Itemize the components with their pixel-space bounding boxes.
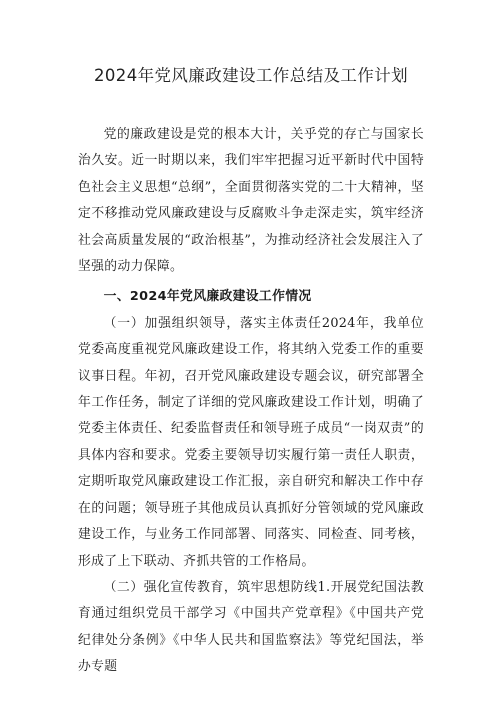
intro-paragraph: 党的廉政建设是党的根本大计，关乎党的存亡与国家长治久安。近一时期以来，我们牢牢把握习近平新时代中国特色社会主义思想“总纲”，全面贯彻落实党的二十大精神，坚定不移推动党风廉政建设与反腐败斗争走深走实，筑牢经济社会高质量发展的“政治根基”，为推动经济社会发展注入了坚强的动力保障。 bbox=[78, 127, 424, 275]
paragraph-organization-leadership: （一）加强组织领导，落实主体责任2024年，我单位党委高度重视党风廉政建设工作，将其纳入党委工作的重要议事日程。年初，召开党风廉政建设专题会议，研究部署全年工作任务，制定了详细的党风廉政建设工作计划，明确了党委主体责任、纪委监督责任和领导班子成员“一岗双责”的具体内容和要求。党委主要领导切实履行第一责任人职责，定期听取党风廉政建设工作汇报，亲自研究和解决工作中存在的问题；领导班子其他成员认真抓好分管领域的党风廉政建设工作，与业务工作同部署、同落实、同检查、同考核，形成了上下联动、齐抓共管的工作格局。 bbox=[78, 315, 424, 569]
document-title: 2024年党风廉政建设工作总结及工作计划 bbox=[94, 66, 408, 85]
section-heading-1: 一、2024年党风廉政建设工作情况 bbox=[103, 289, 312, 305]
document-body bbox=[78, 122, 424, 681]
paragraph-publicity-education: （二）强化宣传教育，筑牢思想防线1.开展党纪国法教育通过组织党员干部学习《中国共产党章程》《中国共产党纪律处分条例》《中华人民共和国监察法》等党纪国法，举办专题 bbox=[78, 579, 424, 675]
